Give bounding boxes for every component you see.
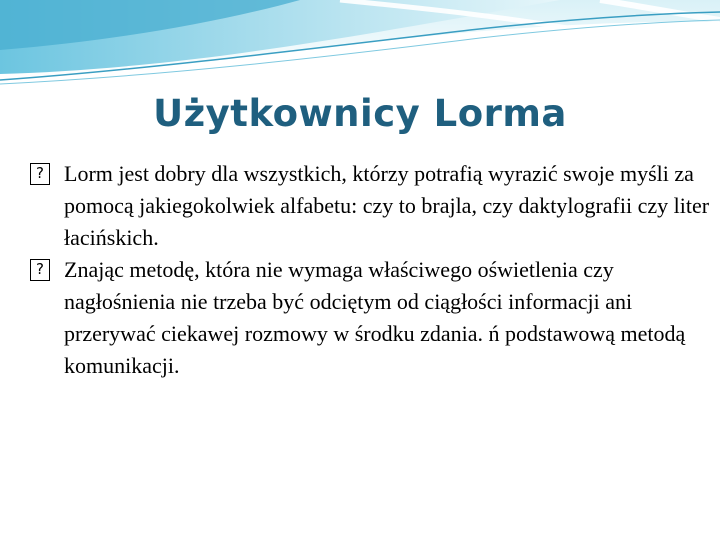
bullet-list (30, 158, 710, 382)
bullet-item (30, 158, 710, 254)
bullet-item (30, 254, 710, 382)
missing-glyph-bullet-icon: ? (30, 259, 50, 281)
missing-glyph-bullet-icon: ? (30, 163, 50, 185)
bullet-text: Lorm jest dobry dla wszystkich, którzy potrafią wyrazić swoje myśli za pomocą jakiegokolwiek alfabetu: czy to brajla, czy daktylografii czy liter łacińskich. (64, 161, 710, 250)
slide-title: Użytkownicy Lorma (153, 92, 567, 135)
bullet-text: Znając metodę, która nie wymaga właściwego oświetlenia czy nagłośnienia nie trzeba być odciętym od ciągłości informacji ani przerywać ciekawej rozmowy w środku zdania. ń podstawową metodą komunikacji. (64, 257, 686, 378)
decorative-wave-banner (0, 0, 720, 90)
